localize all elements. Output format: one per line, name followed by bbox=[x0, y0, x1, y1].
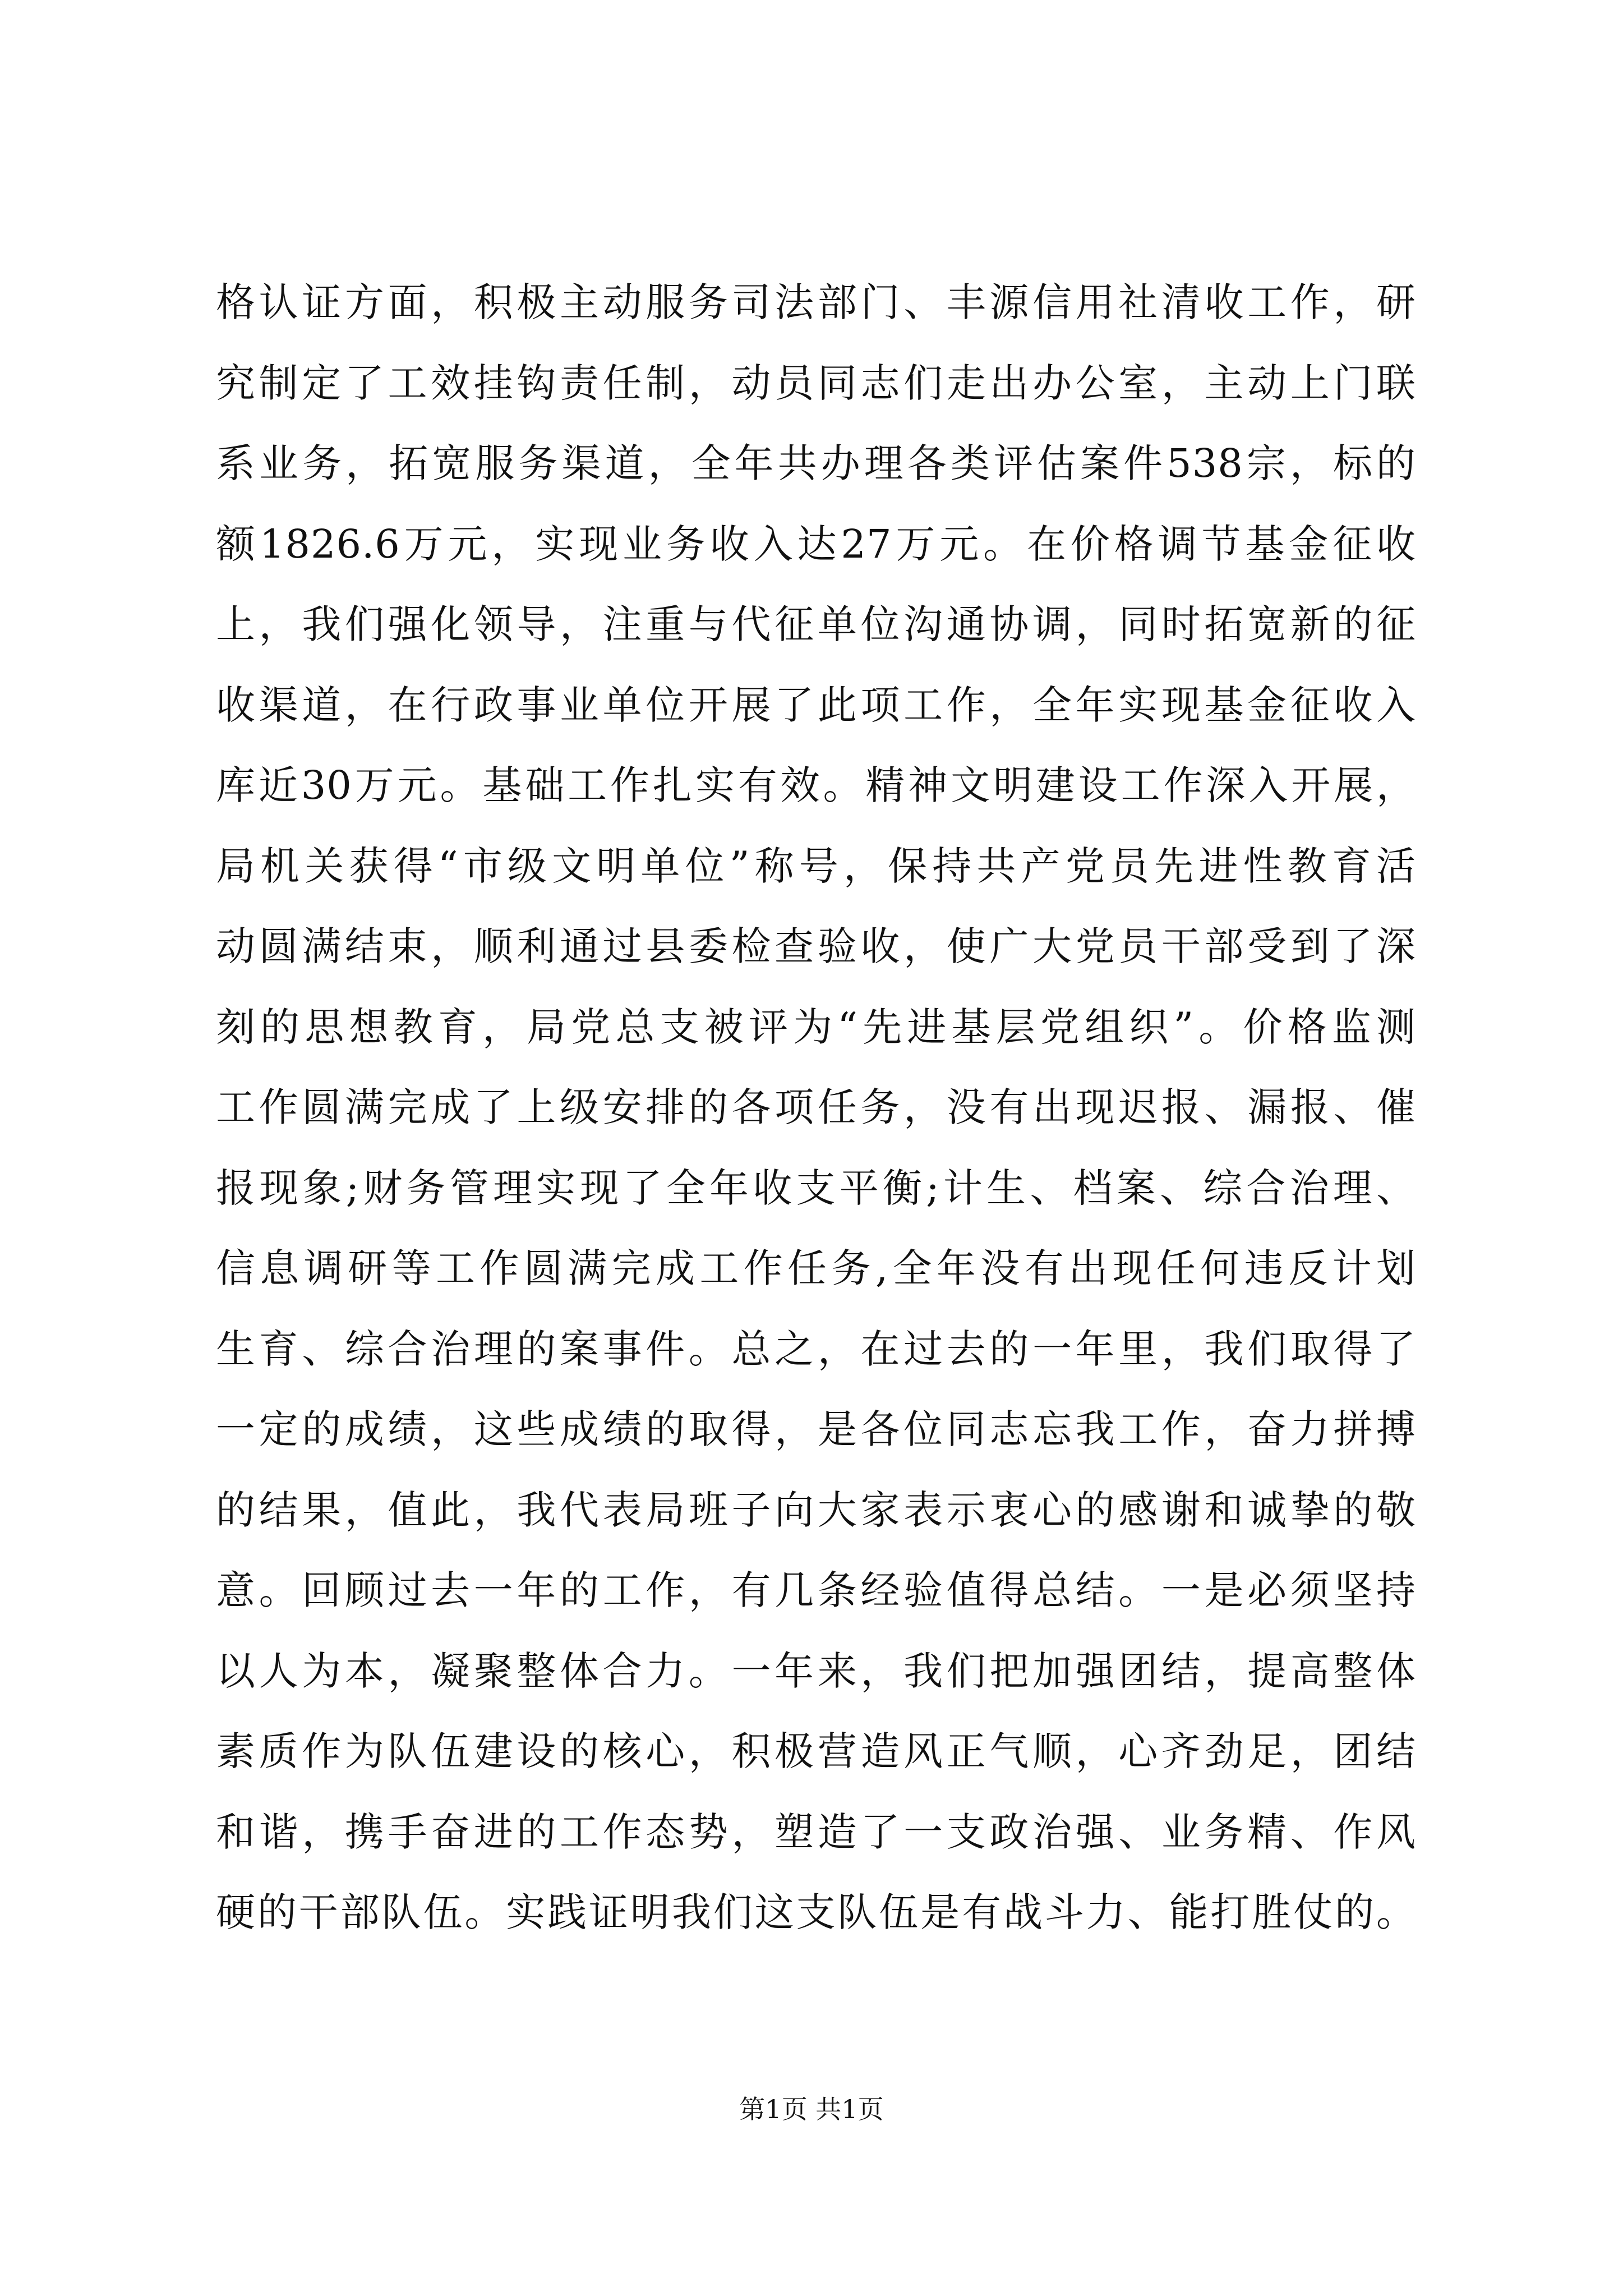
text-line: 动圆满结束，顺利通过县委检查验收，使广大党员干部受到了深 bbox=[216, 923, 1416, 969]
text-line: 格认证方面，积极主动服务司法部门、丰源信用社清收工作，研 bbox=[216, 279, 1416, 325]
text-line: 收渠道，在行政事业单位开展了此项工作，全年实现基金征收入 bbox=[216, 682, 1416, 728]
text-line: 工作圆满完成了上级安排的各项任务，没有出现迟报、漏报、催 bbox=[216, 1084, 1416, 1130]
text-line: 究制定了工效挂钩责任制，动员同志们走出办公室，主动上门联 bbox=[216, 360, 1416, 406]
text-line: 和谐，携手奋进的工作态势，塑造了一支政治强、业务精、作风 bbox=[216, 1809, 1416, 1855]
text-line: 额1826.6万元，实现业务收入达27万元。在价格调节基金征收 bbox=[216, 521, 1416, 567]
text-line: 以人为本，凝聚整体合力。一年来，我们把加强团结，提高整体 bbox=[216, 1648, 1416, 1694]
text-line: 上，我们强化领导，注重与代征单位沟通协调，同时拓宽新的征 bbox=[216, 601, 1416, 647]
text-line: 素质作为队伍建设的核心，积极营造风正气顺，心齐劲足，团结 bbox=[216, 1728, 1416, 1774]
text-line: 局机关获得“市级文明单位”称号，保持共产党员先进性教育活 bbox=[216, 843, 1416, 889]
text-line: 信息调研等工作圆满完成工作任务,全年没有出现任何违反计划 bbox=[216, 1245, 1416, 1291]
text-line: 刻的思想教育，局党总支被评为“先进基层党组织”。价格监测 bbox=[216, 1004, 1416, 1050]
text-line: 库近30万元。基础工作扎实有效。精神文明建设工作深入开展， bbox=[216, 762, 1416, 808]
text-line: 一定的成绩，这些成绩的取得，是各位同志忘我工作，奋力拼搏 bbox=[216, 1406, 1416, 1452]
text-line: 意。回顾过去一年的工作，有几条经验值得总结。一是必须坚持 bbox=[216, 1567, 1416, 1613]
page-footer bbox=[0, 2092, 1623, 2126]
text-line: 的结果，值此，我代表局班子向大家表示衷心的感谢和诚挚的敬 bbox=[216, 1487, 1416, 1533]
text-line: 系业务，拓宽服务渠道，全年共办理各类评估案件538宗，标的 bbox=[216, 440, 1416, 486]
text-line: 硬的干部队伍。实践证明我们这支队伍是有战斗力、能打胜仗的。 bbox=[216, 1889, 1416, 1935]
body-text bbox=[216, 263, 1416, 1953]
text-line: 生育、综合治理的案事件。总之，在过去的一年里，我们取得了 bbox=[216, 1326, 1416, 1372]
page-number-label: 第1页 共1页 bbox=[739, 2094, 884, 2124]
text-line: 报现象;财务管理实现了全年收支平衡;计生、档案、综合治理、 bbox=[216, 1165, 1416, 1211]
